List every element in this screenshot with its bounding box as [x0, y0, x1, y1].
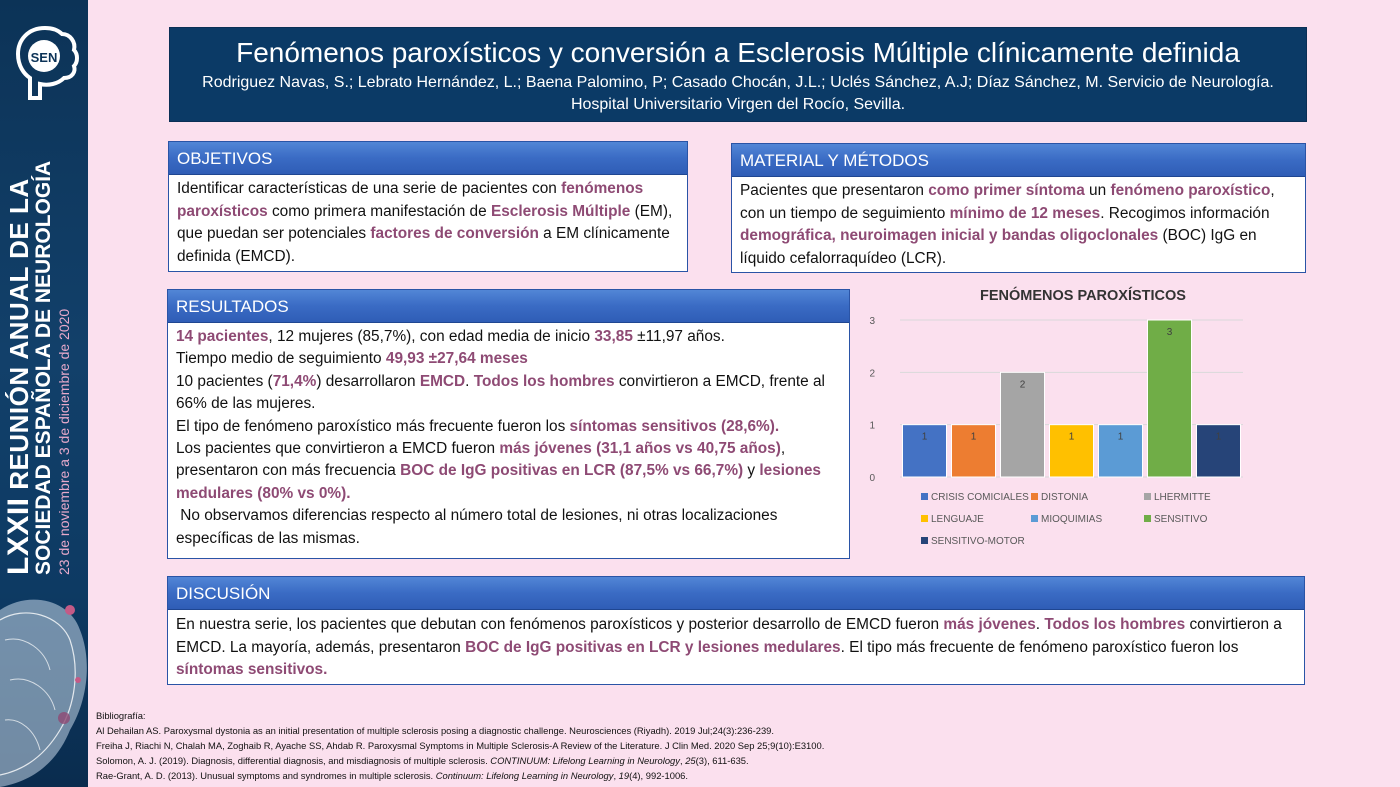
legend-label: LHERMITTE — [1154, 492, 1211, 503]
reference-item — [96, 753, 1376, 768]
highlight-run: mínimo de 12 meses — [949, 204, 1101, 222]
bibliography-heading: Bibliografía: — [96, 710, 146, 721]
highlight-run: factores de conversión — [370, 225, 539, 243]
metodos-text — [732, 177, 1305, 270]
poster-authors: Rodriguez Navas, S.; Lebrato Hernández, L.; Baena Palomino, P; Casado Chocán, J.L.; Uclés Sánchez, A.J; Díaz Sánchez, M. Servicio de Neurología. — [202, 74, 1274, 91]
text-run: ±11,97 años. — [632, 328, 725, 345]
highlight-run: BOC de IgG positivas en LCR y lesiones medulares — [465, 638, 841, 656]
logo-text: SEN — [30, 50, 58, 65]
result-line — [176, 438, 841, 505]
text-run: . — [465, 372, 474, 390]
bar-value-label: 1 — [1215, 431, 1222, 443]
highlight-run: fenómeno paroxístico — [1110, 182, 1271, 199]
highlight-run: 14 pacientes — [176, 328, 269, 345]
text-run: , con un tiempo de seguimiento — [740, 182, 1275, 222]
y-tick-label: 0 — [869, 473, 875, 484]
text-run: como primera manifestación de — [267, 202, 491, 220]
legend-swatch — [1144, 515, 1151, 522]
bar-value-label: 1 — [970, 431, 977, 443]
legend-label: MIOQUIMIAS — [1041, 514, 1103, 525]
legend-swatch — [1031, 493, 1038, 500]
journal-name: CONTINUUM: Lifelong Learning in Neurology — [490, 755, 680, 766]
text-run: Tiempo medio de seguimiento — [176, 350, 386, 368]
metodos-heading: MATERIAL Y MÉTODOS — [732, 144, 1305, 177]
text-run: El tipo de fenómeno paroxístico más frecuente fueron los — [176, 417, 570, 435]
legend-swatch — [921, 515, 928, 522]
bibliography — [96, 708, 1376, 783]
legend-swatch — [1144, 493, 1151, 500]
highlight-run: EMCD — [419, 372, 466, 390]
congress-dates: 23 de noviembre a 3 de diciembre de 2020 — [56, 308, 72, 575]
chart-title: FENÓMENOS PAROXÍSTICOS — [980, 288, 1186, 304]
highlight-run: Todos los hombres — [1044, 616, 1186, 633]
objetivos-heading: OBJETIVOS — [169, 142, 687, 175]
text-run: . Recogimos información — [1100, 204, 1270, 222]
text-run: ) desarrollaron — [316, 372, 420, 390]
highlight-run: más jóvenes (31,1 años vs 40,75 años) — [499, 440, 781, 458]
text-run: y — [743, 462, 760, 480]
edition-number: LXXII — [2, 497, 35, 575]
bar-value-label: 1 — [1068, 431, 1075, 443]
result-line — [176, 326, 841, 348]
highlight-run: síntomas sensitivos (28,6%). — [569, 417, 780, 435]
bar-value-label: 1 — [1117, 431, 1124, 443]
legend-label: SENSITIVO-MOTOR — [931, 536, 1025, 547]
text-run: . — [1035, 616, 1045, 633]
text-run: , — [613, 770, 619, 781]
bar-value-label: 1 — [921, 431, 928, 443]
y-tick-label: 3 — [869, 316, 875, 327]
text-run: No observamos diferencias respecto al número total de lesiones, ni otras localizaciones específicas de las mismas. — [176, 507, 782, 547]
poster-title-box — [169, 27, 1307, 122]
result-line — [176, 505, 841, 550]
highlight-run: lesiones medulares (80% vs 0%). — [176, 462, 821, 502]
text-run: 10 pacientes ( — [176, 372, 273, 390]
legend-label: CRISIS COMICIALES — [931, 492, 1029, 503]
highlight-run: Esclerosis Múltiple — [490, 202, 631, 220]
highlight-run: Todos los hombres — [473, 372, 615, 390]
objetivos-text — [169, 175, 687, 268]
text-run: Identificar características de una serie de pacientes con — [177, 180, 562, 197]
volume: 19 — [618, 770, 630, 781]
text-run: Solomon, A. J. (2019). Diagnosis, differential diagnosis, and misdiagnosis of multiple sclerosis. — [96, 755, 491, 766]
text-run: convirtieron a EMCD. La mayoría, además, presentaron — [176, 616, 1282, 656]
text-run: (4), 992-1006. — [629, 770, 688, 781]
poster-affiliation: Hospital Universitario Virgen del Rocío, Sevilla. — [570, 96, 906, 113]
journal-name: Continuum: Lifelong Learning in Neurology — [435, 770, 614, 781]
discusion-section — [167, 576, 1305, 685]
text-run: . El tipo más frecuente de fenómeno paroxístico fueron los — [840, 638, 1239, 656]
text-run: un — [1084, 182, 1111, 199]
text-run: En nuestra serie, los pacientes que debutan con fenómenos paroxísticos y posterior desarrollo de EMCD fueron — [176, 616, 944, 633]
legend-label: DISTONIA — [1041, 492, 1089, 503]
legend-label: LENGUAJE — [931, 514, 984, 525]
highlight-run: 33,85 — [594, 328, 633, 345]
y-tick-label: 2 — [869, 368, 875, 380]
text-run: Los pacientes que convirtieron a EMCD fueron — [176, 440, 500, 458]
legend-label: SENSITIVO — [1154, 514, 1208, 525]
metodos-section — [731, 143, 1306, 273]
resultados-heading: RESULTADOS — [168, 290, 849, 323]
bar-value-label: 3 — [1166, 327, 1173, 338]
y-tick-label: 1 — [869, 420, 875, 432]
highlight-run: más jóvenes — [943, 616, 1036, 633]
congress-banner — [2, 15, 84, 575]
sidebar-banner — [0, 0, 88, 787]
result-line — [176, 371, 841, 416]
text-run: convirtieron a EMCD, frente al 66% de las mujeres. — [176, 372, 825, 413]
text-run: (BOC) IgG en líquido cefalorraquídeo (LCR). — [740, 227, 1257, 267]
legend-swatch — [921, 537, 928, 544]
legend-swatch — [921, 493, 928, 500]
objetivos-section — [168, 141, 688, 272]
bar-value-label: 2 — [1019, 379, 1026, 391]
text-run: Pacientes que presentaron — [740, 182, 929, 199]
text-run: , 12 mujeres (85,7%), con edad media de inicio — [268, 328, 595, 345]
resultados-text — [168, 323, 849, 550]
highlight-run: BOC de IgG positivas en LCR (87,5% vs 66,7%) — [400, 462, 744, 480]
reference-item — [96, 768, 1376, 783]
result-line — [176, 416, 841, 438]
text-run: (3), 611-635. — [695, 755, 749, 766]
text-run: (EM), que puedan ser potenciales — [177, 202, 673, 243]
resultados-section — [167, 289, 850, 559]
congress-line2: SOCIEDAD ESPAÑOLA DE NEUROLOGÍA — [32, 160, 55, 575]
discusion-heading: DISCUSIÓN — [168, 577, 1304, 610]
paroxysmal-bar-chart — [858, 280, 1308, 560]
highlight-run: síntomas sensitivos. — [176, 661, 328, 679]
text-run: a EM clínicamente definida (EMCD). — [177, 225, 670, 265]
bar-sensitivo — [1148, 320, 1192, 477]
highlight-run: fenómenos paroxísticos — [177, 180, 644, 220]
congress-line1: REUNIÓN ANUAL DE LA — [4, 178, 34, 490]
reference-item: Al Dehailan AS. Paroxysmal dystonia as an initial presentation of multiple sclerosis posing a diagnostic challenge. Neurosciences (Riyadh). 2019 Jul;24(3):236-239. — [96, 725, 774, 736]
reference-item: Freiha J, Riachi N, Chalah MA, Zoghaib R, Ayache SS, Ahdab R. Paroxysmal Symptoms in Multiple Sclerosis-A Review of the Literature. J Clin Med. 2020 Sep 25;9(10):E3100. — [96, 740, 825, 751]
text-run: Rae-Grant, A. D. (2013). Unusual symptoms and syndromes in multiple sclerosis. — [96, 770, 436, 781]
result-line — [176, 348, 841, 370]
text-run: , — [679, 755, 686, 766]
highlight-run: como primer síntoma — [928, 182, 1085, 199]
brain-illustration — [0, 590, 88, 787]
highlight-run: 49,93 ±27,64 meses — [385, 350, 528, 368]
legend-swatch — [1031, 515, 1038, 522]
discusion-text — [168, 610, 1304, 682]
poster-title: Fenómenos paroxísticos y conversión a Esclerosis Múltiple clínicamente definida — [236, 37, 1240, 68]
text-run: , presentaron con más frecuencia — [176, 440, 786, 480]
highlight-run: 71,4% — [272, 372, 317, 390]
volume: 25 — [685, 755, 696, 766]
highlight-run: demográfica, neuroimagen inicial y bandas oligoclonales — [740, 227, 1159, 245]
